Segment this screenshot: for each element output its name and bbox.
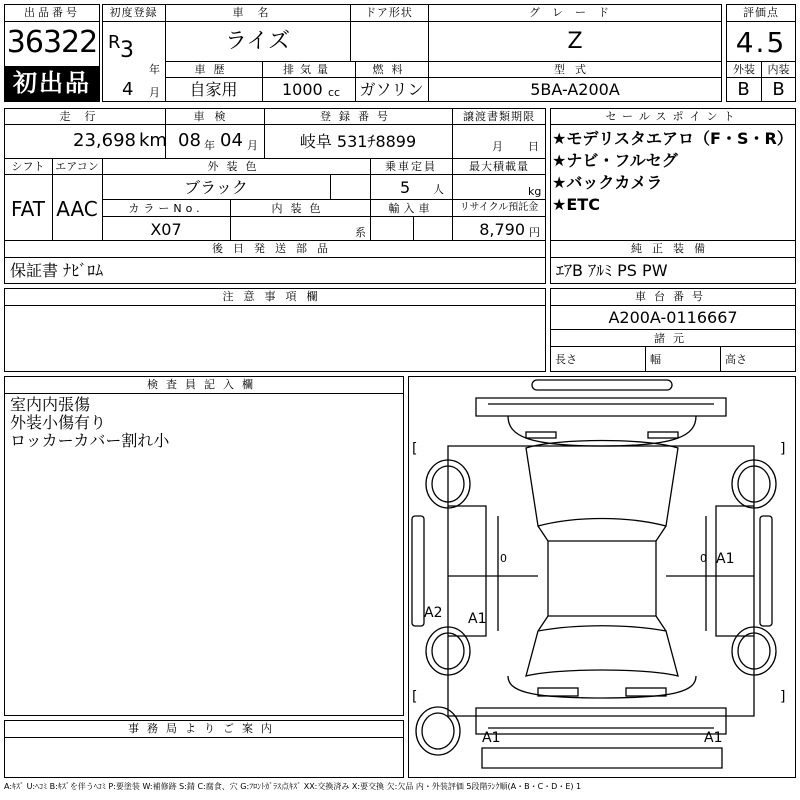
lot-label: 出品番号 bbox=[24, 6, 80, 19]
transfer-month-unit: 月 bbox=[492, 140, 503, 153]
score-value: 4.5 bbox=[735, 26, 787, 59]
inspection-label: 車検 bbox=[193, 110, 236, 123]
mark-left-front-panel: A1 bbox=[468, 611, 487, 627]
mileage-unit: km bbox=[139, 130, 167, 151]
exterior-value: B bbox=[737, 79, 750, 100]
displacement-label: 排気量 bbox=[283, 63, 334, 76]
displacement-unit: cc bbox=[328, 86, 341, 99]
later-parts-value: 保証書 ﾅﾋﾞﾛﾑ bbox=[10, 261, 104, 280]
inspector-line-1: 室内内張傷 bbox=[10, 395, 91, 414]
sales-points-label: セールスポイント bbox=[605, 110, 741, 123]
capacity-label: 乗車定員 bbox=[385, 160, 437, 173]
mark-left-rocker: A2 bbox=[424, 605, 443, 621]
ac-value: AAC bbox=[56, 197, 98, 221]
sales-point-1: ★モデリスタエアロ（F・S・R） bbox=[552, 129, 793, 148]
month-value: 4 bbox=[122, 79, 134, 100]
import-label: 輸入車 bbox=[388, 202, 434, 215]
inspector-line-3: ロッカーカバー割れ小 bbox=[10, 431, 170, 450]
car-diagram bbox=[408, 376, 796, 778]
capacity-unit: 人 bbox=[433, 183, 444, 196]
inspector-line-2: 外装小傷有り bbox=[10, 413, 107, 432]
sales-point-3: ★バックカメラ bbox=[552, 173, 663, 192]
bracket-right-bottom: ] bbox=[780, 689, 786, 705]
fuel-label: 燃料 bbox=[372, 63, 411, 76]
history-label: 車歴 bbox=[194, 63, 233, 76]
genuine-label: 純正装備 bbox=[631, 242, 715, 255]
history-value: 自家用 bbox=[189, 80, 238, 99]
sales-point-4: ★ETC bbox=[552, 195, 600, 214]
load-label: 最大積載量 bbox=[469, 160, 529, 173]
inspection-year: 08 bbox=[178, 130, 201, 151]
height-label: 高さ bbox=[725, 353, 747, 366]
width-label: 幅 bbox=[650, 353, 661, 366]
first-reg-label: 初度登録 bbox=[109, 6, 158, 19]
mark-front-right: A1 bbox=[704, 730, 723, 746]
notes-label: 注意事項欄 bbox=[222, 290, 328, 303]
genuine-value: ｴｱB ｱﾙﾐ PS PW bbox=[556, 261, 668, 280]
bracket-left-bottom: [ bbox=[412, 689, 418, 705]
chassis-value: A200A-0116667 bbox=[608, 308, 738, 327]
inspection-month-unit: 月 bbox=[247, 139, 258, 152]
spec-label: 諸元 bbox=[654, 332, 692, 345]
bracket-left-top: [ bbox=[412, 441, 418, 457]
model-label: 型式 bbox=[554, 63, 596, 76]
chassis-label: 車台番号 bbox=[635, 290, 711, 303]
car-name: ライズ bbox=[224, 29, 291, 54]
exterior-label: 外装 bbox=[733, 63, 755, 76]
grade-label: グレード bbox=[529, 6, 621, 19]
int-color-label: 内装色 bbox=[271, 202, 329, 215]
score-label: 評価点 bbox=[743, 6, 779, 19]
capacity-value: 5 bbox=[400, 178, 411, 197]
plate-value: 岐阜 531ﾁ8899 bbox=[299, 132, 417, 151]
sales-point-2: ★ナビ・フルセグ bbox=[552, 151, 678, 170]
first-listing-text: 初出品 bbox=[13, 69, 91, 97]
lot-number: 36322 bbox=[6, 25, 98, 60]
grade-value: Z bbox=[567, 29, 583, 54]
shift-value: FAT bbox=[10, 197, 45, 221]
bracket-right-top: ] bbox=[780, 441, 786, 457]
inspection-year-unit: 年 bbox=[204, 139, 215, 152]
year-value: 3 bbox=[120, 38, 134, 63]
recycle-unit: 円 bbox=[529, 226, 540, 239]
interior-label: 内装 bbox=[767, 63, 790, 76]
year-unit: 年 bbox=[149, 63, 160, 76]
ext-color-label: 外装色 bbox=[207, 160, 265, 173]
color-no-value: X07 bbox=[150, 220, 182, 239]
mileage-value: 23,698 bbox=[73, 130, 136, 151]
legend: A:ｷｽﾞ U:ﾍｺﾐ B:ｷｽﾞを伴うﾍｺﾐ P:要塗装 W:補修跡 S:錆 C:腐食、穴 G:ﾌﾛﾝﾄｶﾞﾗｽ点ｷｽﾞ XX:交換済み X:要交換 欠:欠品 内・外装評価 5段階ﾗﾝｸ順(A・B・C・D・E) 1 bbox=[4, 782, 582, 791]
mileage-label: 走行 bbox=[59, 110, 110, 123]
interior-value: B bbox=[772, 79, 785, 100]
later-parts-label: 後日発送部品 bbox=[212, 242, 338, 255]
office-label: 事務局よりご案内 bbox=[128, 722, 280, 735]
model-value: 5BA-A200A bbox=[530, 80, 620, 99]
month-unit: 月 bbox=[149, 86, 160, 99]
inspector-label: 検査員記入欄 bbox=[147, 378, 261, 391]
load-unit: kg bbox=[528, 185, 542, 198]
fuel-value: ガソリン bbox=[359, 80, 424, 99]
color-no-label: カラーNo. bbox=[128, 202, 204, 215]
shift-label: シフト bbox=[11, 160, 45, 173]
inspection-month: 04 bbox=[220, 130, 243, 151]
transfer-day-unit: 日 bbox=[528, 140, 539, 153]
recycle-value: 8,790 bbox=[479, 220, 525, 239]
length-label: 長さ bbox=[555, 353, 577, 366]
transfer-label: 譲渡書類期限 bbox=[463, 110, 535, 123]
mark-left-rear-door: 0 bbox=[500, 552, 507, 565]
recycle-label: リサイクル預託金 bbox=[459, 202, 539, 213]
int-color-unit: 系 bbox=[355, 226, 366, 239]
mark-right-rear-door: 0 bbox=[700, 552, 707, 565]
door-label: ドア形状 bbox=[365, 6, 413, 19]
ac-label: エアコン bbox=[55, 160, 99, 173]
displacement-value: 1000 bbox=[282, 80, 323, 99]
mark-right-rear-panel: A1 bbox=[716, 551, 735, 567]
era-prefix: R bbox=[108, 32, 121, 53]
mark-front-left: A1 bbox=[482, 730, 501, 746]
plate-label: 登録番号 bbox=[320, 110, 396, 123]
ext-color-value: ブラック bbox=[184, 178, 248, 197]
car-name-label: 車名 bbox=[232, 6, 283, 19]
